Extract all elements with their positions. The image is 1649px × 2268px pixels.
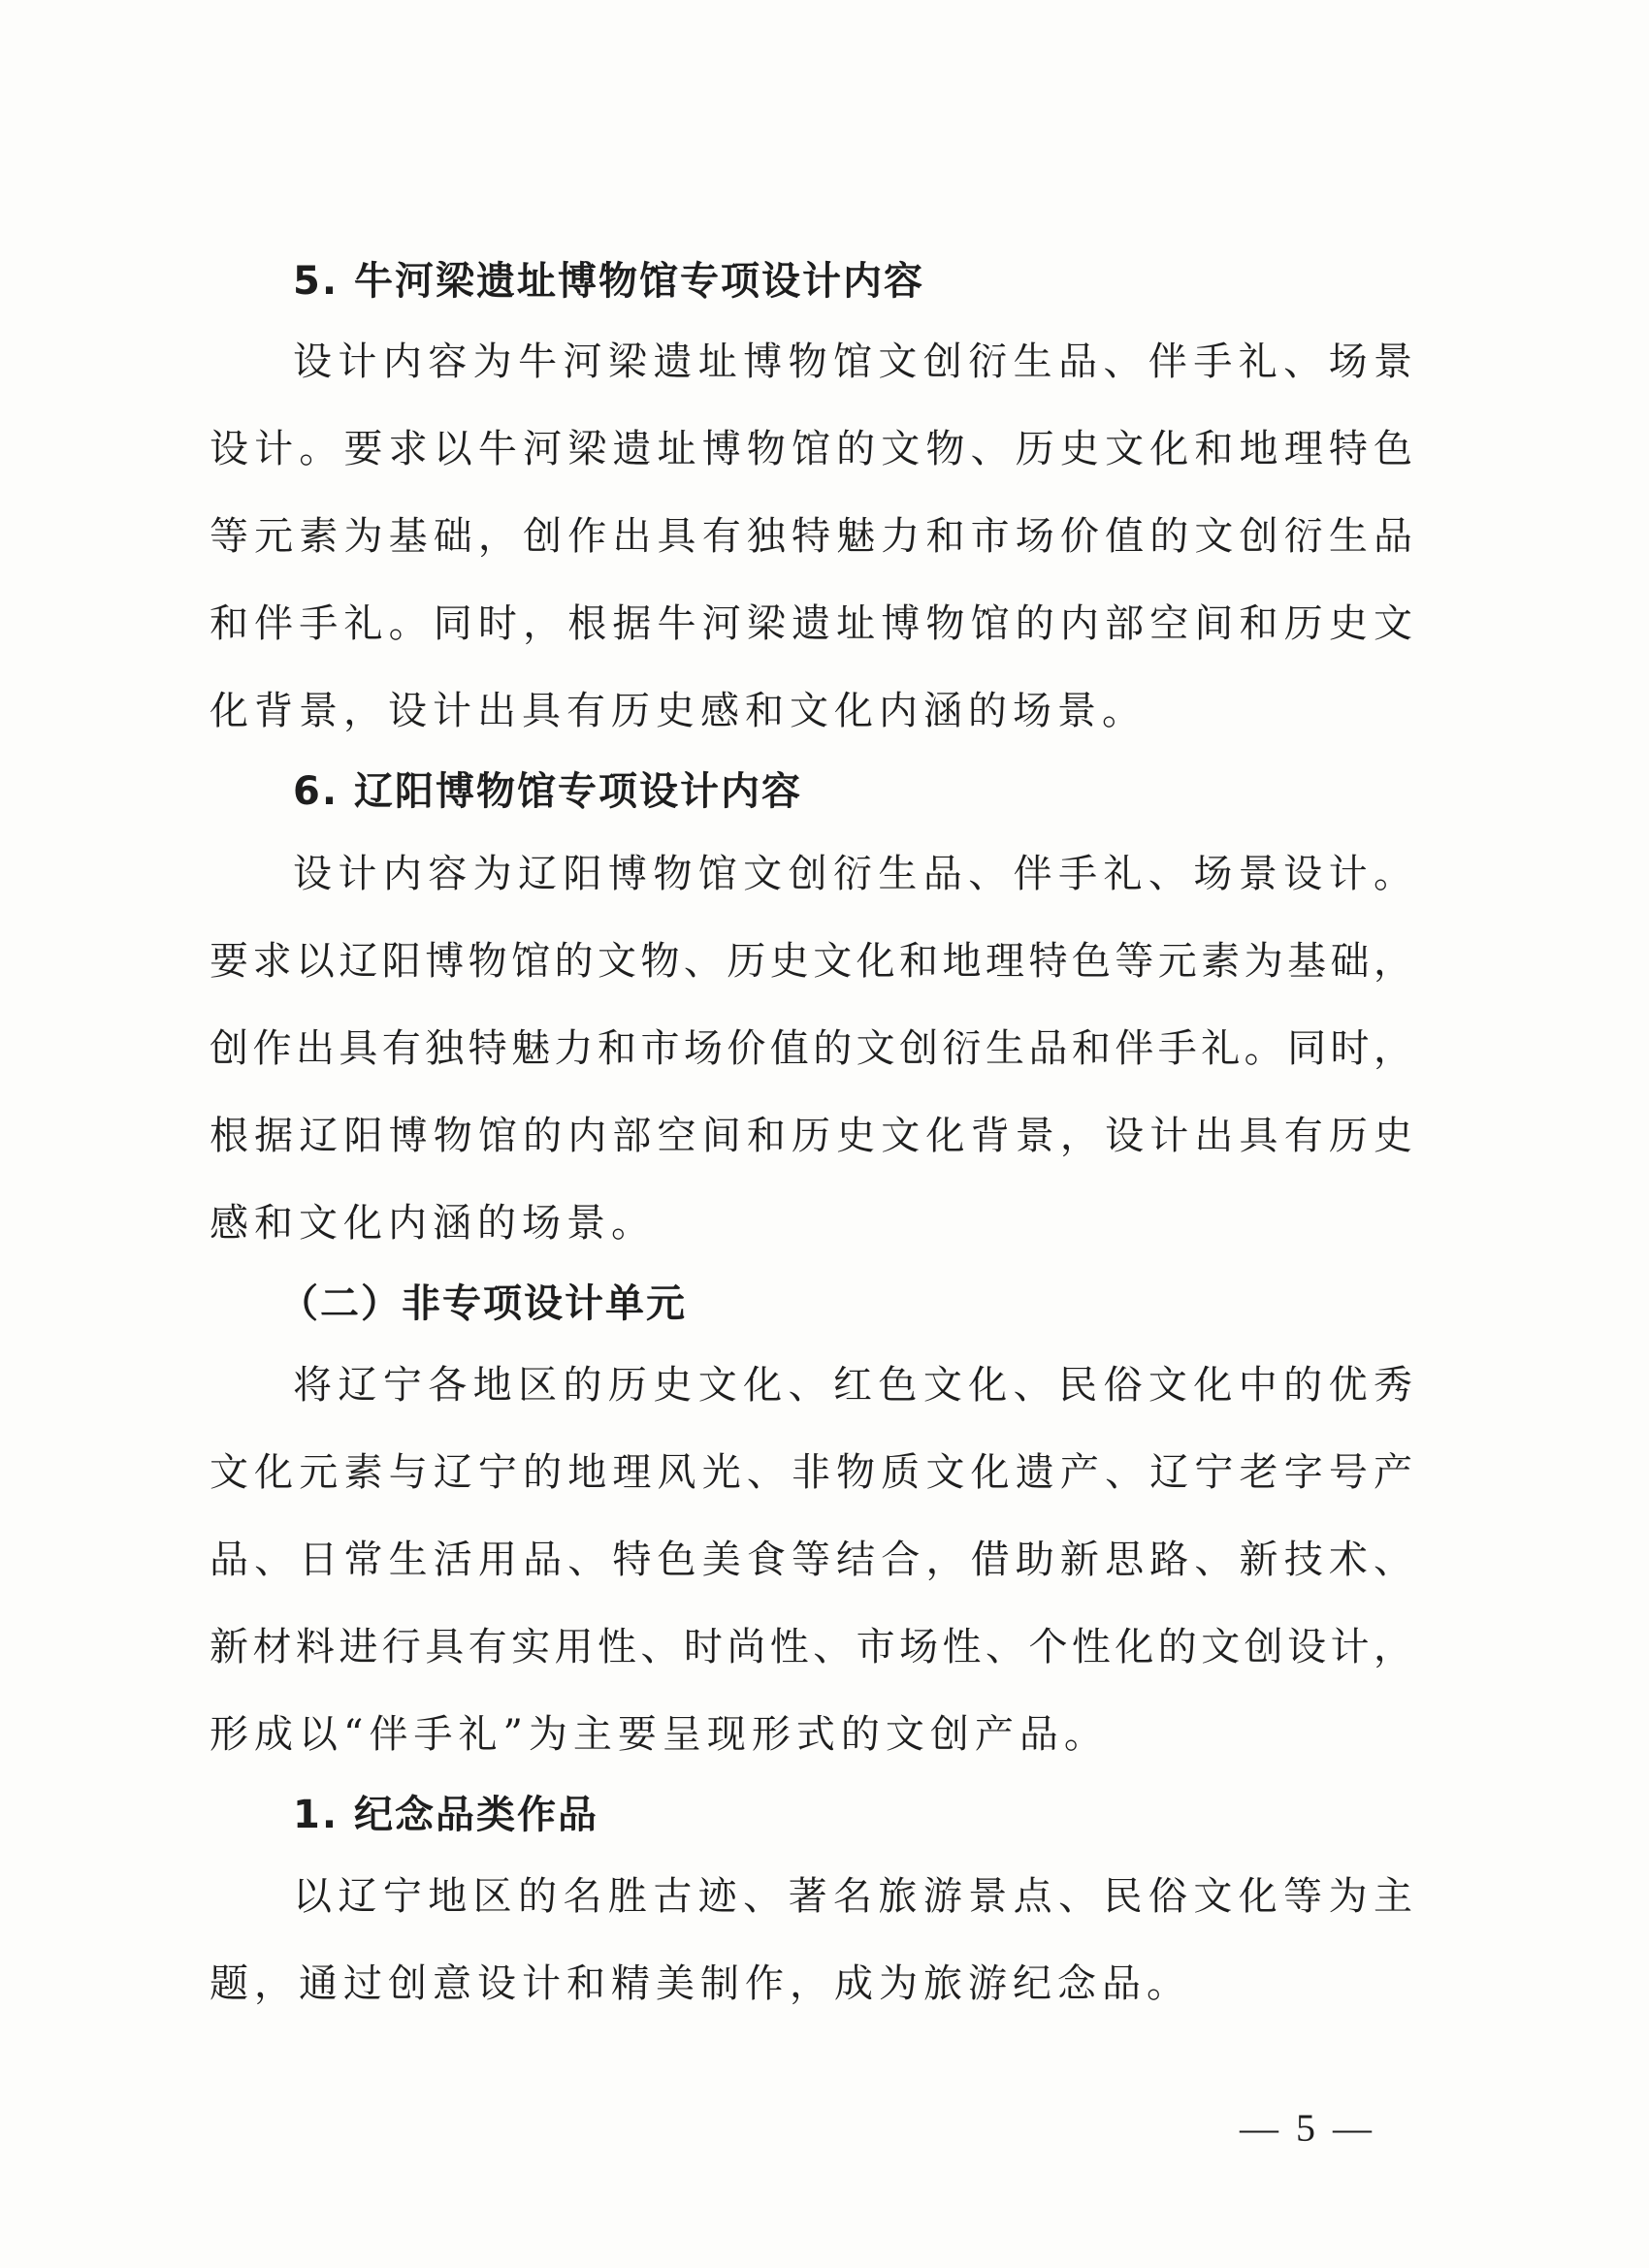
paragraph-line: 设计内容为牛河梁遗址博物馆文创衍生品、伴手礼、场景 [293, 340, 1412, 384]
paragraph-line: 设计。要求以牛河梁遗址博物馆的文物、历史文化和地理特色 [210, 427, 1412, 471]
paragraph-line: 题，通过创意设计和精美制作，成为旅游纪念品。 [210, 1961, 1191, 2006]
section-heading-6: 6. 辽阳博物馆专项设计内容 [293, 769, 802, 814]
paragraph-line: 文化元素与辽宁的地理风光、非物质文化遗产、辽宁老字号产 [210, 1450, 1412, 1495]
paragraph-line: 感和文化内涵的场景。 [210, 1201, 656, 1246]
paragraph-line: 要求以辽阳博物馆的文物、历史文化和地理特色等元素为基础， [210, 939, 1412, 984]
paragraph-line: 以辽宁地区的名胜古迹、著名旅游景点、民俗文化等为主 [293, 1874, 1412, 1919]
paragraph-line: 将辽宁各地区的历史文化、红色文化、民俗文化中的优秀 [293, 1363, 1412, 1408]
page-number: — 5 — [1240, 2106, 1375, 2150]
paragraph-line: 设计内容为辽阳博物馆文创衍生品、伴手礼、场景设计。 [293, 852, 1412, 896]
section-heading-non-special: （二）非专项设计单元 [279, 1281, 687, 1326]
paragraph-line: 化背景，设计出具有历史感和文化内涵的场景。 [210, 689, 1147, 733]
paragraph-line: 根据辽阳博物馆的内部空间和历史文化背景，设计出具有历史 [210, 1114, 1412, 1158]
section-heading-5: 5. 牛河梁遗址博物馆专项设计内容 [293, 259, 924, 304]
paragraph-line: 新材料进行具有实用性、时尚性、市场性、个性化的文创设计， [210, 1625, 1412, 1669]
paragraph-line: 形成以“伴手礼”为主要呈现形式的文创产品。 [210, 1712, 1109, 1757]
paragraph-line: 和伴手礼。同时，根据牛河梁遗址博物馆的内部空间和历史文 [210, 601, 1412, 646]
paragraph-line: 创作出具有独特魅力和市场价值的文创衍生品和伴手礼。同时， [210, 1026, 1412, 1071]
paragraph-line: 等元素为基础，创作出具有独特魅力和市场价值的文创衍生品 [210, 514, 1412, 559]
section-heading-souvenir: 1. 纪念品类作品 [293, 1793, 598, 1837]
paragraph-line: 品、日常生活用品、特色美食等结合，借助新思路、新技术、 [210, 1538, 1412, 1582]
